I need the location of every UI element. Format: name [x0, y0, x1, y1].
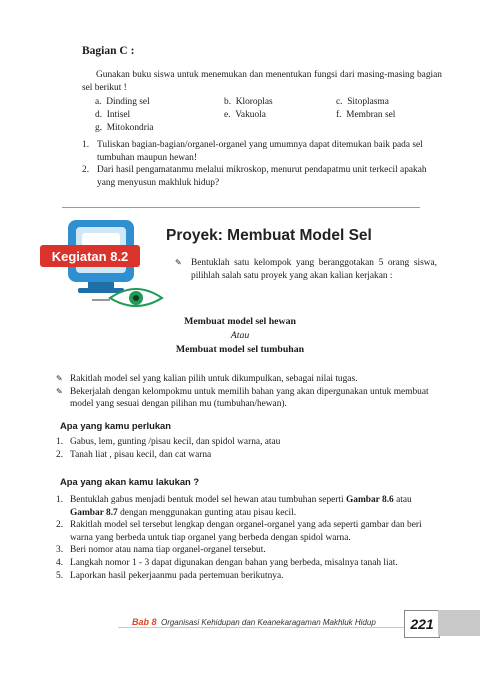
question-item: 2. Dari hasil pengamatanmu melalui mikroskop, menurut pendapatmu unit terkecil apakah yang menyusun makhluk hidup? [82, 165, 427, 188]
list-item: 2. Tanah liat , pisau kecil, dan cat warna [56, 449, 212, 460]
question-item: 1. Tuliskan bagian-bagian/organel-organel yang umumnya dapat ditemukan baik pada sel tumbuhan maupun hewan! [82, 140, 423, 163]
option-d: d. Intisel [95, 110, 131, 120]
option-b: b. Kloroplas [224, 97, 273, 107]
footer-chapter: Bab 8 [132, 617, 157, 627]
steps-list [56, 494, 444, 582]
list-item: 5. Laporkan hasil pekerjaanmu pada pertemuan berikutnya. [56, 570, 284, 581]
list-item: ✎ Bekerjalah dengan kelompokmu untuk memilih bahan yang akan dipergunakan untuk membuat model yang sesuai dengan pilihan mu (tumbuhan/hewan). [56, 386, 429, 410]
option-c: c. Sitoplasma [336, 97, 389, 107]
footer-text [132, 617, 376, 627]
pencil-bullet-icon: ✎ [175, 258, 182, 267]
activity-title: Proyek: Membuat Model Sel [166, 227, 372, 244]
option-g: g. Mitokondria [95, 123, 154, 133]
activity-badge: Kegiatan 8.2 [40, 245, 140, 267]
option-f: f. Membran sel [336, 110, 396, 120]
list-item: 1. Gabus, lem, gunting /pisau kecil, dan spidol warna, atau [56, 437, 281, 447]
activity-bullets [56, 373, 442, 411]
footer-chapter-title: Organisasi Kehidupan dan Keanekaragaman Makhluk Hidup [160, 618, 376, 627]
pencil-bullet-icon: ✎ [56, 386, 63, 396]
needs-heading: Apa yang kamu perlukan [60, 420, 171, 431]
list-item: ✎ Rakitlah model sel yang kalian pilih untuk dikumpulkan, sebagai nilai tugas. [56, 374, 358, 384]
list-item: 1. Bentuklah gabus menjadi bentuk model sel hewan atau tumbuhan seperti Gambar 8.6 atau Gambar 8.7 dengan menggunakan gunting atau pisau kecil. [56, 495, 412, 518]
section-c-intro [82, 69, 442, 94]
option-or: Atau [230, 330, 250, 341]
pencil-bullet-icon: ✎ [56, 374, 63, 383]
section-c-intro-text: Gunakan buku siswa untuk menemukan dan menentukan fungsi dari masing-masing bagian sel berikut ! [82, 70, 442, 93]
option-a: a. Dinding sel [95, 97, 150, 107]
section-c-questions [82, 139, 442, 189]
activity-description-text: Bentuklah satu kelompok yang beranggotakan 5 orang siswa, pilihlah salah satu proyek yang akan kalian kerjakan : [191, 258, 437, 281]
section-divider [62, 207, 420, 208]
list-item: 4. Langkah nomor 1 - 3 dapat digunakan dengan bahan yang berbeda, misalnya tanah liat. [56, 557, 398, 568]
activity-description [175, 257, 437, 282]
page-number: 221 [404, 610, 440, 638]
option-line-2: Membuat model sel tumbuhan [175, 344, 305, 355]
page-tab-decoration [438, 610, 480, 636]
do-heading: Apa yang akan kamu lakukan ? [60, 476, 200, 487]
list-item: 2. Rakitlah model sel tersebut lengkap dengan organel-organel yang ada seperti gambar dan beri warna yang berbeda untuk tiap organel yang berbeda dengan spidol warna. [56, 520, 422, 543]
needs-list [56, 436, 444, 461]
section-c-title: Bagian C : [82, 45, 135, 57]
list-item: 3. Beri nomor atau nama tiap organel-organel tersebut. [56, 545, 266, 556]
option-line-1: Membuat model sel hewan [184, 316, 296, 327]
footer-line [118, 627, 404, 628]
option-e: e. Vakuola [224, 110, 266, 120]
